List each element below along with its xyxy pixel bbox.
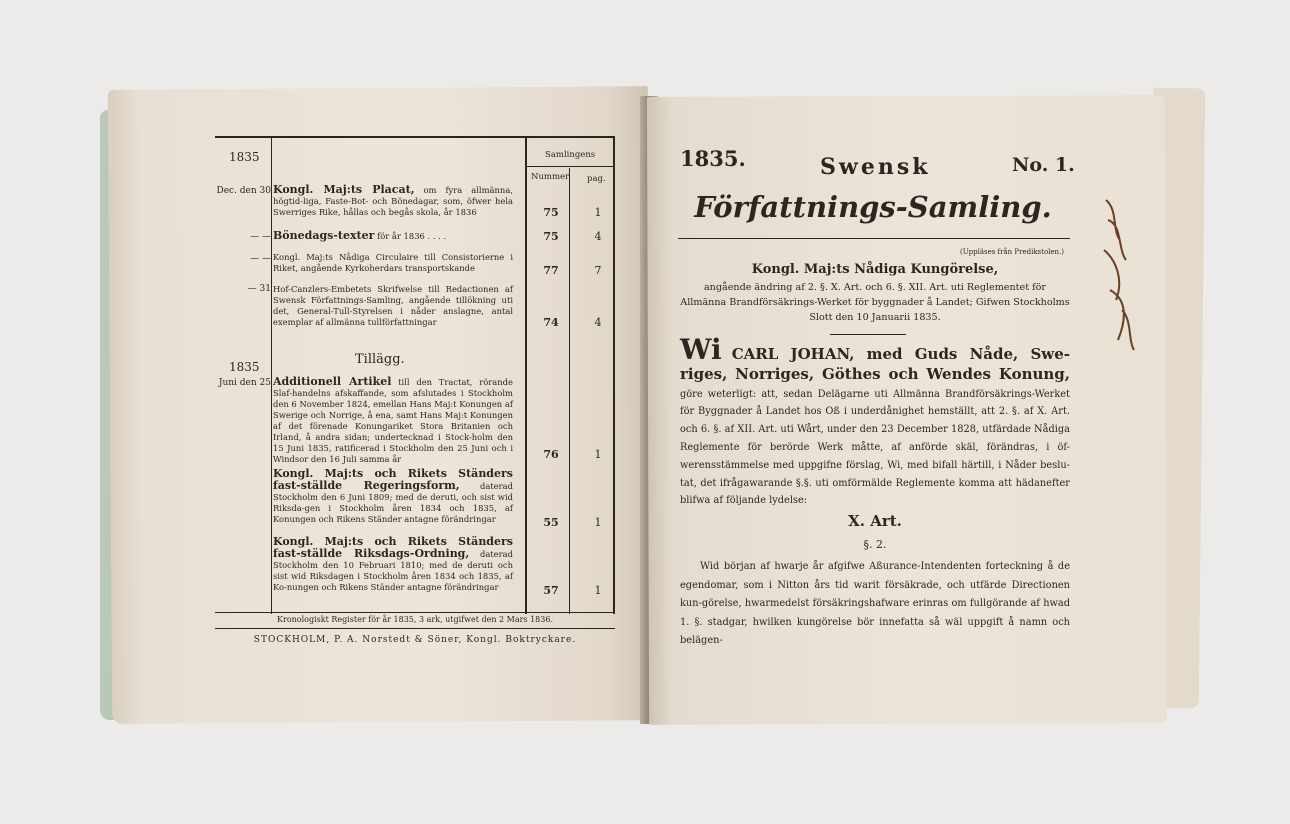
register-footer: Kronologiskt Register för år 1835, 3 ark, utgifwet den 2 Mars 1836. <box>215 612 615 624</box>
divider <box>830 334 906 335</box>
year-label: 1835 <box>229 150 260 164</box>
header-nummer: Nummer. <box>531 172 571 182</box>
column-rule <box>525 138 527 614</box>
entry-date: — 31 <box>247 284 271 294</box>
paragraph-heading: §. 2. <box>863 538 887 551</box>
entry-text: Kongl. Maj:ts och Rikets Ständers fast-ställde Regeringsform, daterad Stockholm den 6 Juni 1809; med de deruti, och sist wid Riksda-gen i Stockholm åren 1834 och 1835, af Konungen och Rikens Ständer antagne förändringar <box>273 467 513 524</box>
entry-number: 75 <box>543 230 559 243</box>
entry-date: Dec. den 30 <box>216 186 271 196</box>
entry-date: — — <box>250 254 271 264</box>
entry-text: Hof-Canzlers-Embetets Skrifwelse till Redactionen af Swensk Författnings-Samling, angående tillökning uti det, General-Tull-Styrelsen i nåder anslagne, antal exemplar af allmänna tullförfattningar <box>273 284 513 327</box>
printer-imprint: STOCKHOLM, P. A. Norstedt & Söner, Kongl. Boktryckare. <box>215 628 615 645</box>
entry-page: 4 <box>594 230 602 243</box>
entry-date: — — <box>250 232 271 242</box>
column-rule <box>271 138 272 614</box>
header-pag: pag. <box>587 174 606 184</box>
proclamation-body <box>680 333 1070 510</box>
entry-page: 1 <box>594 448 602 461</box>
entry-text: Kongl. Maj:ts Nådiga Circulaire till Consistorierne i Riket, angående Kyrkoherdars transportskande <box>273 252 513 273</box>
masthead-title: Författnings-Samling. <box>694 190 1052 224</box>
tillagg-heading: Tillägg. <box>355 352 405 367</box>
article-heading: X. Art. <box>848 512 902 530</box>
entry-page: 4 <box>594 316 602 329</box>
column-rule <box>569 168 570 614</box>
entry-page: 1 <box>594 206 602 219</box>
entry-text: Kongl. Maj:ts och Rikets Ständers fast-ställde Riksdags-Ordning, daterad Stockholm den 10 Februari 1810; med de deruti och sist wid Riksdagen i Stockholm åren 1834 och 1835, af Ko-nungen och Rikens Ständer antagne förändringar <box>273 535 513 592</box>
entry-number: 75 <box>543 206 559 219</box>
register-table <box>215 136 615 614</box>
entry-text: Kongl. Maj:ts Placat, om fyra allmänna, högtid-liga, Faste-Bot- och Bönedagar, som, öfwer hela Swerriges Rike, hållas och begås skola, år 1836 <box>273 183 513 217</box>
entry-number: 76 <box>543 448 559 461</box>
issue-year: 1835. <box>680 146 746 171</box>
entry-page: 7 <box>594 264 602 277</box>
proclamation-title: Kongl. Maj:ts Nådiga Kungörelse, <box>751 262 999 277</box>
king-title: CARL JOHAN, med Guds Nåde, Swe-riges, Norriges, Göthes och Wendes Konung, <box>680 345 1070 383</box>
entry-number: 57 <box>543 584 559 597</box>
masthead-rule <box>678 238 1070 239</box>
pulpit-note: (Uppläses från Predikstolen.) <box>960 248 1065 256</box>
drop-cap-text: Wi <box>680 333 722 366</box>
entry-page: 1 <box>594 584 602 597</box>
article-body: Wid början af hwarje år afgifwe Aßurance-Intendenten forteckning å de egendomar, som i Nitton års tid warit försäkrade, och utfärde Directionen kun-görelse, hwarmedelst försäkringshafware erinras om fullgörande af hwad 1. §. stadgar, hwilken kungörelse bör innefatta så wäl uppgift å namn och belägen- <box>680 561 1070 646</box>
header-samlingens: Samlingens <box>545 150 596 160</box>
masthead-swensk: Swensk <box>820 154 931 180</box>
entry-number: 77 <box>543 264 559 277</box>
entry-text: Additionell Artikel till den Tractat, rörande Slaf-handelns afskaffande, som afslutades i Stockholm den 6 November 1824, emellan Hans Maj:t Konungen af Swerige och Norrige, å ena, samt Hans Maj:t Konungen af det förenade Konungariket Stora Britanien och Irland, å andra sidan; undertecknad i Stock-holm den 15 Juni 1835, ratificerad i Stockholm den 25 Juni och i Windsor den 16 Juli samma år <box>273 375 513 464</box>
entry-page: 1 <box>594 516 602 529</box>
issue-number: No. 1. <box>1012 154 1075 176</box>
handwritten-signature <box>1098 190 1138 360</box>
entry-date: Juni den 25 <box>218 378 271 388</box>
entry-text: Bönedags-texter för år 1836 . . . . <box>273 229 447 242</box>
body-text: göre weterligt: att, sedan Delägarne uti Allmänna Brandförsäkrings-Werket för Byggnader å Landet hos Oß i underdånighet hemställt, att 2. §. af X. Art. och 6. §. af XII. Art. uti Wårt, under den 23 December 1828, utfärdade Nådiga Reglemente för berörde Werk måtte, af anförde skäl, förändras, i öf-werensstämmelse med uppgifne förslag, Wi, med bifall härtill, i Nåder beslu-tat, det ifrågawarande §.§. uti omförmälde Reglemente komma att hädanefter blifwa af följande lydelse: <box>680 388 1070 507</box>
column-rule <box>613 138 615 614</box>
entry-number: 74 <box>543 316 559 329</box>
year-label: 1835 <box>229 360 260 374</box>
entry-number: 55 <box>543 516 559 529</box>
proclamation-subtitle: angående ändring af 2. §. X. Art. och 6. §. XII. Art. uti Reglementet för Allmänna Brandförsäkrings-Werket för byggnader å Landet; Gifwen Stockholms Slott den 10 Januarii 1835. <box>680 282 1070 323</box>
